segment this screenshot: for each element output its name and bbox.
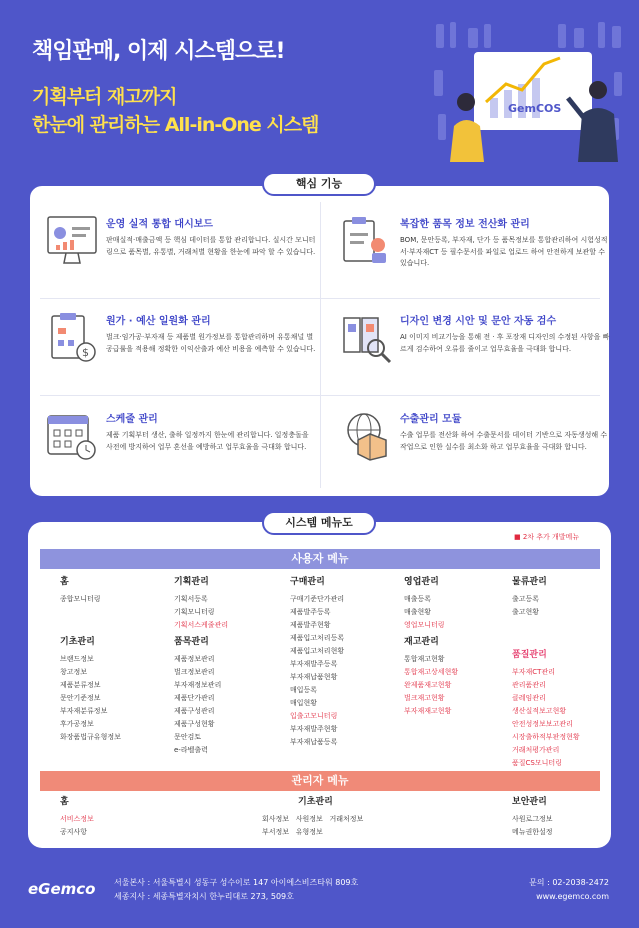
admin-menu-bar: 관리자 메뉴 bbox=[40, 771, 600, 791]
menu-item[interactable]: 제품발주등록 bbox=[290, 608, 331, 616]
menu-item[interactable]: 생산실적보고현황 bbox=[512, 707, 567, 715]
hero-illustration bbox=[428, 18, 628, 162]
features-divider-v bbox=[320, 202, 321, 488]
features-divider-h1 bbox=[40, 298, 600, 299]
menu-item[interactable]: 기획모니터링 bbox=[174, 608, 215, 616]
menu-item[interactable]: 통합재고상세현황 bbox=[404, 668, 459, 676]
menu-header: 기초관리 bbox=[60, 637, 95, 647]
hero-subtitle-1: 기획부터 재고까지 bbox=[32, 86, 177, 108]
menu-col-home bbox=[60, 576, 121, 744]
feature-title: 디자인 변경 시안 및 문안 자동 검수 bbox=[400, 316, 557, 327]
menu-col-sales bbox=[404, 576, 458, 718]
calendar-schedule-icon bbox=[46, 410, 98, 462]
menu-item[interactable]: 제품입고처리현황 bbox=[290, 647, 345, 655]
menu-item[interactable]: 벌크재고현황 bbox=[404, 694, 445, 702]
menu-item[interactable]: 브랜드정보 bbox=[60, 655, 94, 663]
menu-item[interactable]: 시장출하적부판정현황 bbox=[512, 733, 580, 741]
menu-item[interactable]: 제품정보관리 bbox=[174, 655, 215, 663]
menu-item[interactable]: 부자재CT관리 bbox=[512, 668, 555, 676]
menu-item[interactable]: 클레임관리 bbox=[512, 694, 546, 702]
menu-item[interactable]: 완제품재고현황 bbox=[404, 681, 452, 689]
menu-legend: ■ 2차 추가 개발메뉴 bbox=[514, 533, 580, 541]
menu-item[interactable]: 안전성정보보고관리 bbox=[512, 720, 573, 728]
menu-header: 재고관리 bbox=[404, 637, 439, 647]
menu-item[interactable]: 입출고모니터링 bbox=[290, 712, 338, 720]
menu-item[interactable]: 벌크정보관리 bbox=[174, 668, 215, 676]
menu-header: 홈 bbox=[60, 797, 69, 807]
footer-address bbox=[114, 876, 358, 904]
company-logo: eGemco bbox=[28, 880, 96, 898]
footer-contact bbox=[529, 876, 609, 904]
menu-item[interactable]: e-라벨출력 bbox=[174, 746, 208, 754]
menu-item[interactable]: 종합모니터링 bbox=[60, 595, 101, 603]
menu-item[interactable]: 제품분류정보 bbox=[60, 681, 101, 689]
menu-item[interactable]: 문안기준정보 bbox=[60, 694, 101, 702]
menu-item[interactable]: 매출등록 bbox=[404, 595, 432, 603]
export-globe-icon bbox=[340, 410, 392, 462]
feature-desc: 벌크·임가공·부자재 등 제품별 원가정보를 통합관리하며 유통채널 별 공급률을 적용해 정확한 이익산출과 예산 비용을 예측할 수 있습니다. bbox=[106, 333, 316, 353]
feature-title: 원가 · 예산 일원화 관리 bbox=[106, 316, 211, 327]
menu-item[interactable]: 제품입고처리등록 bbox=[290, 634, 345, 642]
menu-item[interactable]: 기획서등록 bbox=[174, 595, 208, 603]
menu-header: 구매관리 bbox=[290, 577, 325, 587]
admin-col-basic bbox=[262, 796, 363, 839]
menu-header: 영업관리 bbox=[404, 577, 439, 587]
illus-logo: GemCOS bbox=[508, 102, 562, 115]
feature-desc: 제품 기획부터 생산, 출하 일정까지 한눈에 관리합니다. 일정충돌을 사전에 방지하여 업무 혼선을 예방하고 업무효율을 극대화 합니다. bbox=[106, 431, 309, 451]
menu-item[interactable]: 문안검토 bbox=[174, 733, 202, 741]
menu-header: 기획관리 bbox=[174, 577, 209, 587]
menu-item[interactable]: 제품구성현황 bbox=[174, 720, 215, 728]
website-link[interactable]: www.egemco.com bbox=[536, 892, 609, 901]
menu-item[interactable]: 영업모니터링 bbox=[404, 621, 445, 629]
menu-item[interactable]: 서비스정보 bbox=[60, 815, 94, 823]
feature-title: 스케줄 관리 bbox=[106, 414, 158, 425]
feature-title: 수출관리 모듈 bbox=[400, 414, 462, 425]
dashboard-monitor-icon bbox=[46, 215, 98, 267]
svg-text:$: $ bbox=[82, 346, 89, 359]
menu-pill: 시스템 메뉴도 bbox=[262, 511, 376, 535]
user-menu-bar: 사용자 메뉴 bbox=[40, 549, 600, 569]
hero-banner bbox=[0, 0, 639, 162]
menu-header: 기초관리 bbox=[298, 797, 333, 807]
menu-item[interactable]: 기획서스케줄관리 bbox=[174, 621, 229, 629]
menu-item[interactable]: 통합재고현황 bbox=[404, 655, 445, 663]
menu-item[interactable]: 메뉴권한설정 bbox=[512, 828, 553, 836]
menu-item[interactable]: 부자재재고현황 bbox=[404, 707, 452, 715]
menu-item[interactable]: 회사정보 사원정보 거래처정보 bbox=[262, 815, 364, 823]
contact-phone: 문의 : 02-2038-2472 bbox=[529, 878, 609, 887]
menu-item[interactable]: 부자재분류정보 bbox=[60, 707, 108, 715]
address-seoul: 서울본사 : 서울특별시 성동구 성수이로 147 아이에스비즈타워 809호 bbox=[114, 878, 359, 887]
hero-title: 책임판매, 이제 시스템으로! bbox=[32, 39, 285, 64]
feature-title: 운영 실적 통합 대시보드 bbox=[106, 219, 214, 230]
feature-title: 복잡한 품목 정보 전산화 관리 bbox=[400, 219, 530, 230]
menu-item[interactable]: 창고정보 bbox=[60, 668, 88, 676]
menu-item[interactable]: 제품구성관리 bbox=[174, 707, 215, 715]
menu-col-planning bbox=[174, 576, 228, 757]
menu-item[interactable]: 부자재정보관리 bbox=[174, 681, 222, 689]
menu-item[interactable]: 부자재발주등록 bbox=[290, 660, 338, 668]
menu-item[interactable]: 부자재납품등록 bbox=[290, 738, 338, 746]
menu-item[interactable]: 화장품법규유형정보 bbox=[60, 733, 121, 741]
feature-desc: AI 이미지 비교기능을 통해 전 · 후 포장재 디자인의 수정된 사항을 빠르게 검수하여 오류를 줄이고 업무효율을 극대화 합니다. bbox=[400, 333, 610, 353]
features-divider-h2 bbox=[40, 395, 600, 396]
menu-item[interactable]: 공지사항 bbox=[60, 828, 88, 836]
features-pill: 핵심 기능 bbox=[262, 172, 376, 196]
admin-col-security bbox=[512, 796, 553, 839]
design-review-icon bbox=[340, 312, 392, 364]
product-info-icon bbox=[340, 215, 392, 267]
feature-desc: BOM, 문안등록, 부자재, 단가 등 품목정보를 통합관리하여 시험성적서·부자재CT 등 필수문서를 파일로 업로드 하여 안전하게 보관할 수 있습니다. bbox=[400, 236, 608, 267]
footer bbox=[0, 858, 639, 928]
feature-desc: 수출 업무를 전산화 하여 수출문서를 데이터 기반으로 자동생성해 수작업으로 인한 실수를 최소화 하고 업무효율을 극대화 합니다. bbox=[400, 431, 608, 451]
menu-item[interactable]: 후가공정보 bbox=[60, 720, 94, 728]
menu-header: 홈 bbox=[60, 577, 69, 587]
menu-item[interactable]: 품질CS모니터링 bbox=[512, 759, 562, 767]
hero-subtitle-2: 한눈에 관리하는 All-in-One 시스템 bbox=[32, 114, 319, 136]
address-sejong: 세종지사 : 세종특별자치시 한누리대로 273, 509호 bbox=[114, 892, 294, 901]
menu-item[interactable]: 부자재발주현황 bbox=[290, 725, 338, 733]
menu-item[interactable]: 매입등록 bbox=[290, 686, 318, 694]
menu-col-purchase bbox=[290, 576, 344, 749]
menu-header: 품질관리 bbox=[512, 650, 547, 660]
menu-item[interactable]: 관리품관리 bbox=[512, 681, 546, 689]
menu-item[interactable]: 부서정보 유형정보 bbox=[262, 828, 323, 836]
menu-item[interactable]: 출고등록 bbox=[512, 595, 540, 603]
menu-item[interactable]: 출고현황 bbox=[512, 608, 540, 616]
menu-header: 물류관리 bbox=[512, 577, 547, 587]
feature-desc: 판매실적·매출금액 등 핵심 데이터를 통합 관리합니다. 실시간 모니터링으로 품목별, 유통별, 거래처별 현황을 한눈에 파악 할 수 있습니다. bbox=[106, 236, 316, 256]
menu-item[interactable]: 매출현황 bbox=[404, 608, 432, 616]
menu-item[interactable]: 사원로그정보 bbox=[512, 815, 553, 823]
menu-item[interactable]: 제품단가관리 bbox=[174, 694, 215, 702]
menu-item[interactable]: 거래처평가관리 bbox=[512, 746, 560, 754]
menu-item[interactable]: 매입현황 bbox=[290, 699, 318, 707]
menu-item[interactable]: 부자재납품현황 bbox=[290, 673, 338, 681]
menu-item[interactable]: 구매기준단가관리 bbox=[290, 595, 345, 603]
admin-col-home bbox=[60, 796, 94, 839]
menu-header: 품목관리 bbox=[174, 637, 209, 647]
menu-item[interactable]: 제품발주현황 bbox=[290, 621, 331, 629]
menu-header: 보안관리 bbox=[512, 797, 547, 807]
menu-col-logistics bbox=[512, 576, 580, 770]
cost-budget-icon bbox=[46, 312, 98, 364]
